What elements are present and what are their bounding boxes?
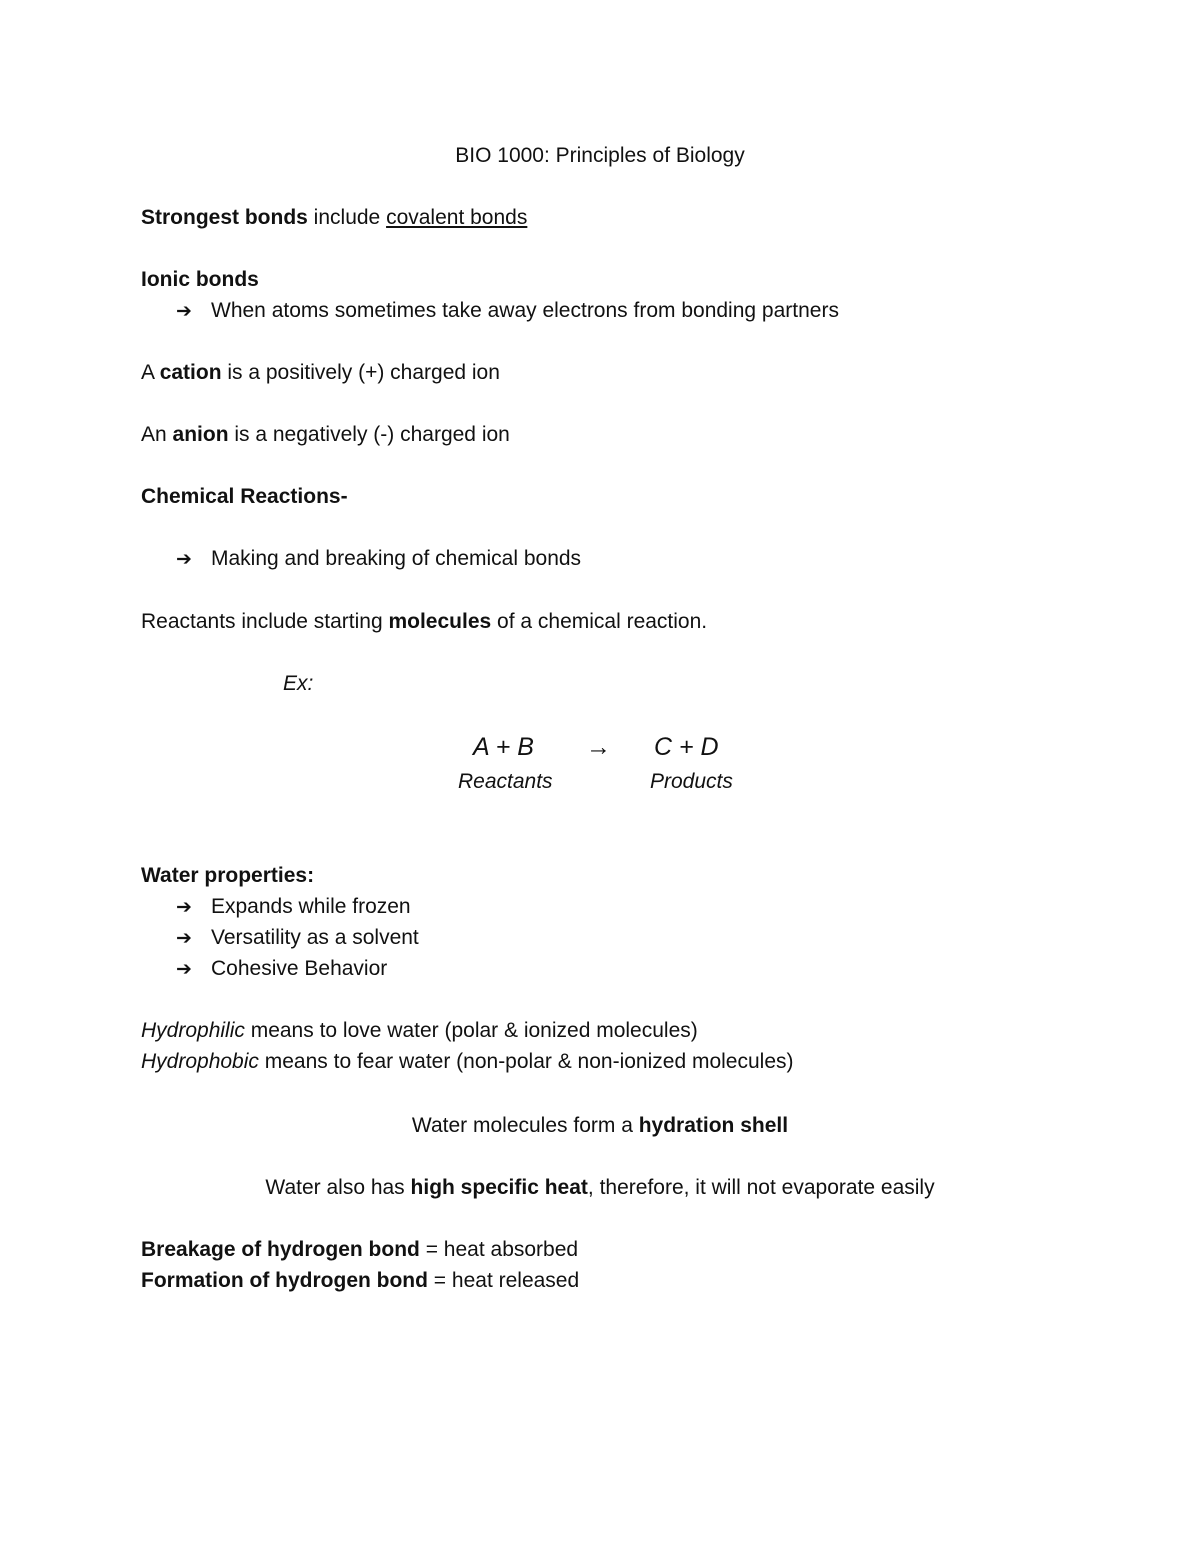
reactants-line (141, 609, 707, 635)
ionic-bonds-bullet-text: When atoms sometimes take away electrons from bonding partners (211, 299, 839, 322)
water-properties-heading-text: Water properties: (141, 864, 315, 887)
chemical-reactions-bullet (176, 546, 581, 572)
page-title (0, 143, 1200, 169)
water-bullet (176, 925, 419, 951)
hydrophobic-term: Hydrophobic (141, 1050, 259, 1073)
ionic-bonds-heading (141, 267, 259, 293)
hydration-pre: Water molecules form a (411, 1114, 639, 1137)
water-bullet-text: Expands while frozen (211, 895, 411, 918)
arrow-bullet-icon: ➔ (176, 548, 192, 570)
arrow-bullet-icon: ➔ (176, 958, 192, 980)
strongest-bonds-term: Strongest bonds (141, 206, 308, 229)
specific-heat-line (0, 1175, 1200, 1201)
anion-post: is a negatively (-) charged ion (228, 423, 510, 446)
arrow-bullet-icon: ➔ (176, 927, 192, 949)
hydration-shell-line (0, 1113, 1200, 1139)
breakage-term: Breakage of hydrogen bond (141, 1238, 420, 1261)
water-bullet (176, 956, 387, 982)
equation-arrow-icon: → (586, 733, 611, 761)
reactants-post: of a chemical reaction. (491, 610, 708, 633)
cation-pre: A (141, 361, 160, 384)
water-bullet (176, 894, 411, 920)
hydrophilic-rest: means to love water (polar & ionized molecules) (244, 1019, 698, 1042)
hydration-shell-term: hydration shell (638, 1114, 789, 1137)
reactants-label: Reactants (458, 770, 553, 793)
equation-left: A + B (473, 733, 534, 761)
strongest-bonds-mid: include (307, 206, 387, 229)
arrow-bullet-icon: ➔ (176, 896, 192, 918)
water-properties-heading (141, 863, 314, 889)
reactants-pre: Reactants include starting (141, 610, 389, 633)
water-bullet-text: Versatility as a solvent (211, 926, 419, 949)
breakage-post: = heat absorbed (419, 1238, 579, 1261)
strongest-bonds-line (141, 205, 527, 231)
ionic-bonds-bullet (176, 298, 839, 324)
water-bullet-text: Cohesive Behavior (211, 957, 388, 980)
example-label (283, 671, 313, 697)
hydrophilic-line (141, 1018, 698, 1044)
hydrophobic-rest: means to fear water (non-polar & non-ionized molecules) (258, 1050, 794, 1073)
anion-pre: An (141, 423, 173, 446)
formation-term: Formation of hydrogen bond (141, 1269, 428, 1292)
covalent-bonds-text: covalent bonds (386, 206, 528, 229)
cation-line (141, 360, 500, 386)
title-text: BIO 1000: Principles of Biology (455, 144, 745, 167)
example-label-text: Ex: (283, 672, 314, 695)
products-label: Products (650, 770, 733, 793)
chemical-reactions-bullet-text: Making and breaking of chemical bonds (211, 547, 582, 570)
specific-heat-term: high specific heat (410, 1176, 588, 1199)
specific-heat-pre: Water also has (265, 1176, 411, 1199)
formation-line (141, 1268, 579, 1294)
cation-post: is a positively (+) charged ion (221, 361, 500, 384)
cation-term: cation (159, 361, 222, 384)
specific-heat-post: , therefore, it will not evaporate easily (587, 1176, 935, 1199)
ionic-bonds-heading-text: Ionic bonds (141, 268, 259, 291)
chemical-reactions-heading-text: Chemical Reactions- (141, 485, 348, 508)
arrow-bullet-icon: ➔ (176, 300, 192, 322)
hydrophobic-line (141, 1049, 794, 1075)
chemical-reactions-heading (141, 484, 348, 510)
breakage-line (141, 1237, 578, 1263)
equation-right: C + D (654, 733, 719, 761)
formation-post: = heat released (427, 1269, 580, 1292)
hydrophilic-term: Hydrophilic (141, 1019, 245, 1042)
anion-term: anion (172, 423, 229, 446)
molecules-term: molecules (388, 610, 492, 633)
anion-line (141, 422, 510, 448)
